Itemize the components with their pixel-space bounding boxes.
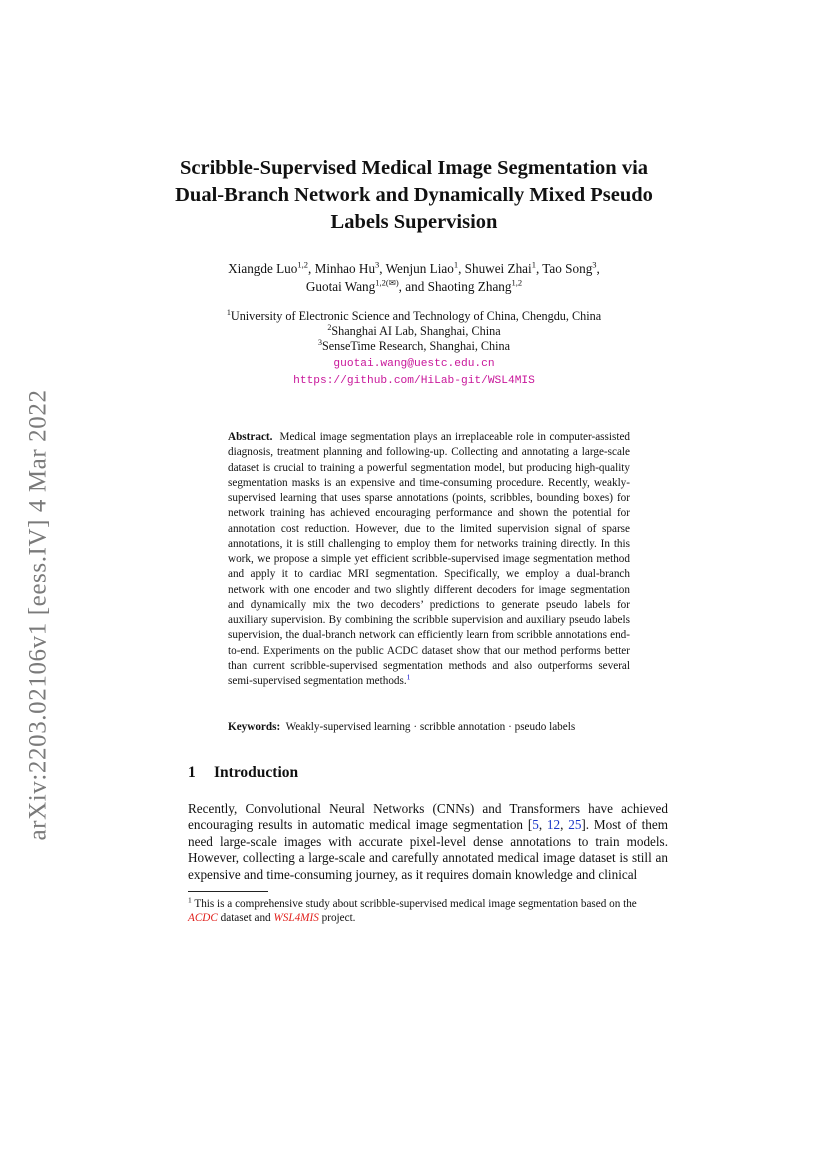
- citation-link[interactable]: 12: [546, 817, 561, 833]
- author-sep: ,: [596, 261, 600, 276]
- affiliation-2: [160, 324, 668, 339]
- citation-link[interactable]: 25: [568, 817, 582, 833]
- abstract: [228, 430, 630, 689]
- affil-text: University of Electronic Science and Technology of China, Chengdu, China: [230, 309, 602, 323]
- intro-text: Recently, Convolutional Neural Networks (CNNs) and Transformers have achieved encouraging results in automatic medical image segmentation [: [188, 801, 668, 833]
- footnote-text: This is a comprehensive study about scribble-supervised medical image segmentation based on the: [194, 898, 637, 910]
- title-line: Dual-Branch Network and Dynamically Mixed Pseudo: [175, 184, 653, 206]
- github-link[interactable]: https://github.com/HiLab-git/WSL4MIS: [293, 374, 535, 387]
- keywords-text: Weakly-supervised learning · scribble annotation · pseudo labels: [285, 721, 576, 733]
- author-affil: 3: [375, 259, 380, 270]
- footnote-ref[interactable]: 1: [406, 672, 411, 682]
- author-sep: ,: [308, 261, 315, 276]
- author-name: Xiangde Luo: [228, 261, 298, 276]
- intro-text: ]. Most of them need large-scale images with accurate pixel-level dense annotations to train models. However, collecting a large-scale and carefully annotated medical image dataset is still an expensive and time-consuming journey, as it requires domain knowledge and clinical: [188, 817, 668, 882]
- section-heading: [188, 764, 298, 782]
- keywords: [228, 720, 630, 735]
- affil-text: SenseTime Research, Shanghai, China: [321, 339, 511, 354]
- affiliation-1: [160, 309, 668, 324]
- author-sep: , and: [398, 279, 428, 294]
- author-sep: ,: [535, 261, 543, 276]
- author-sep: ,: [458, 261, 465, 276]
- author-name: Wenjun Liao: [385, 261, 454, 276]
- section-title: Introduction: [214, 764, 299, 781]
- acdc-link[interactable]: ACDC: [188, 912, 218, 925]
- citation-link[interactable]: 5: [532, 817, 539, 833]
- footnote-number: 1: [188, 895, 192, 905]
- footnote-text: project.: [318, 912, 356, 925]
- cite-sep: ,: [560, 817, 569, 833]
- wsl4mis-link[interactable]: WSL4MIS: [273, 912, 319, 925]
- arxiv-id[interactable]: arXiv:2203.02106v1 [eess.IV] 4 Mar 2022: [25, 389, 53, 841]
- author-name: Minhao Hu: [314, 261, 376, 276]
- paper-title: [150, 155, 678, 236]
- author-affil: 1,2: [297, 259, 308, 270]
- abstract-text: Medical image segmentation plays an irreplaceable role in computer-assisted diagnosis, treatment planning and following-up. Collecting and annotating a large-scale dataset is crucial to training a powerful segmentation model, but producing high-quality segmentation masks is an expensive and time-consuming procedure. Recently, weakly-supervised learning that uses sparse annotations (points, scribbles, bounding boxes) for network training has achieved encouraging performance and shown the potential for annotation cost reduction. However, due to the limited supervision signal of sparse annotations, it is still challenging to employ them for networks training directly. In this work, we propose a simple yet efficient scribble-supervised image segmentation method and apply it to cardiac MRI segmentation. Specifically, we employ a dual-branch network with one encoder and two slightly different decoders for image segmentation and dynamically mix the two decoders’ predictions to generate pseudo labels for auxiliary supervision. By combining the scribble supervision and auxiliary pseudo labels supervision, the dual-branch network can efficiently learn from scribble annotations end-to-end. Experiments on the public ACDC dataset show that our method performs better than current scribble-supervised segmentation methods and also outperforms several semi-supervised segmentation methods.: [228, 431, 630, 687]
- footnote-text: dataset and: [217, 912, 274, 925]
- author-affil: 1,2: [511, 277, 523, 288]
- author-sep: ,: [379, 261, 386, 276]
- footnote-rule: [188, 891, 268, 892]
- author-name: Shuwei Zhai: [464, 261, 532, 276]
- cite-sep: ,: [538, 817, 547, 833]
- keywords-label: Keywords:: [228, 721, 281, 733]
- affiliation-3: [160, 339, 668, 354]
- section-number: 1: [188, 764, 196, 781]
- author-affil: 1,2(✉): [375, 277, 399, 288]
- arxiv-stamp: [10, 365, 68, 865]
- author-name: Tao Song: [542, 261, 593, 276]
- author-list: [170, 260, 658, 296]
- author-affil: 1: [531, 259, 536, 270]
- title-line: Labels Supervision: [330, 211, 498, 233]
- author-name: Guotai Wang: [305, 279, 376, 294]
- title-line: Scribble-Supervised Medical Image Segmentation via: [179, 157, 649, 179]
- affil-text: Shanghai AI Lab, Shanghai, China: [331, 324, 501, 339]
- email-link[interactable]: guotai.wang@uestc.edu.cn: [333, 357, 495, 370]
- author-name: Shaoting Zhang: [427, 279, 512, 294]
- intro-paragraph: [188, 801, 668, 883]
- author-affil: 3: [592, 259, 597, 270]
- affil-number: 1: [226, 307, 231, 317]
- affiliations: [160, 309, 668, 389]
- affil-number: 3: [317, 338, 322, 348]
- author-affil: 1: [453, 259, 459, 270]
- abstract-label: Abstract.: [228, 431, 273, 443]
- affil-number: 2: [327, 323, 332, 333]
- footnote: [188, 897, 668, 926]
